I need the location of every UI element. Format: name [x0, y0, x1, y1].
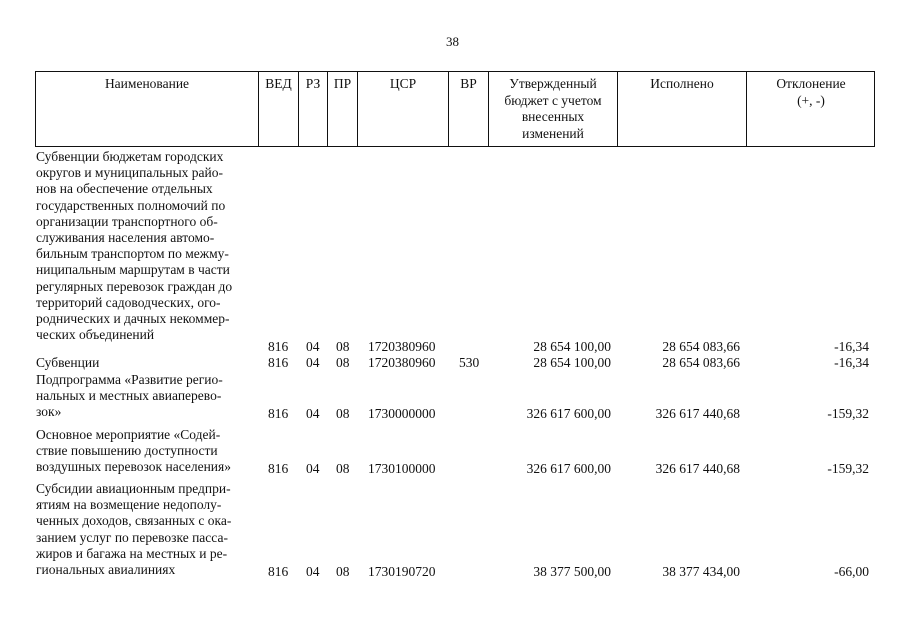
row-vr: 530 [459, 355, 480, 370]
row-pr: 08 [336, 406, 350, 421]
row-deviation: -16,34 [834, 355, 869, 370]
row-deviation: -66,00 [834, 564, 869, 579]
row-csr: 1720380960 [368, 355, 436, 370]
header-pr: ПР [327, 72, 357, 146]
row-name: Подпрограмма «Развитие регио- нальных и местных авиаперево- зок» [36, 372, 223, 420]
row-csr: 1730000000 [368, 406, 436, 421]
header-approved: Утвержденный бюджет с учетом внесенных изменений [488, 72, 617, 146]
row-pr: 08 [336, 461, 350, 476]
row-ved: 816 [268, 339, 289, 354]
row-deviation: -159,32 [827, 461, 869, 476]
header-vr: ВР [448, 72, 488, 146]
row-csr: 1730190720 [368, 564, 436, 579]
table-header [35, 71, 875, 147]
header-name: Наименование [104, 76, 190, 91]
row-csr: 1720380960 [368, 339, 436, 354]
row-rz: 04 [306, 406, 320, 421]
row-approved: 326 617 600,00 [526, 461, 611, 476]
row-rz: 04 [306, 461, 320, 476]
row-ved: 816 [268, 406, 289, 421]
row-rz: 04 [306, 564, 320, 579]
row-executed: 28 654 083,66 [662, 339, 740, 354]
row-ved: 816 [268, 355, 289, 370]
row-pr: 08 [336, 355, 350, 370]
row-approved: 326 617 600,00 [526, 406, 611, 421]
row-executed: 326 617 440,68 [655, 461, 740, 476]
row-deviation: -159,32 [827, 406, 869, 421]
row-csr: 1730100000 [368, 461, 436, 476]
row-approved: 28 654 100,00 [533, 355, 611, 370]
row-name: Субвенции [36, 355, 100, 370]
page-number: 38 [446, 34, 459, 49]
header-rz: РЗ [298, 72, 327, 146]
row-executed: 28 654 083,66 [662, 355, 740, 370]
row-name: Субвенции бюджетам городских округов и муниципальных райо- нов на обеспечение отдельных государственных полномочий по организации транспортного об- служивания населения автомо- бильным транспортом по межму- ниципальным маршрутам в части регулярных перевозок граждан до территорий садоводческих, ого- роднических и дачных некоммер- ческих объединений [36, 149, 233, 343]
header-csr: ЦСР [357, 72, 448, 146]
row-deviation: -16,34 [834, 339, 869, 354]
row-rz: 04 [306, 339, 320, 354]
row-approved: 38 377 500,00 [533, 564, 611, 579]
row-rz: 04 [306, 355, 320, 370]
row-pr: 08 [336, 339, 350, 354]
header-ved: ВЕД [258, 72, 298, 146]
header-executed: Исполнено [617, 72, 746, 146]
row-name: Субсидии авиационным предпри- ятиям на возмещение недополу- ченных доходов, связанных с ока- занием услуг по перевозке пасса- жиров и багажа на местных и ре- гиональных авиалиниях [36, 481, 232, 578]
row-ved: 816 [268, 461, 289, 476]
row-approved: 28 654 100,00 [533, 339, 611, 354]
row-ved: 816 [268, 564, 289, 579]
row-pr: 08 [336, 564, 350, 579]
header-deviation: Отклонение (+, -) [746, 72, 875, 146]
row-executed: 326 617 440,68 [655, 406, 740, 421]
row-name: Основное мероприятие «Содей- ствие повышению доступности воздушных перевозок населения» [36, 427, 231, 475]
row-executed: 38 377 434,00 [662, 564, 740, 579]
